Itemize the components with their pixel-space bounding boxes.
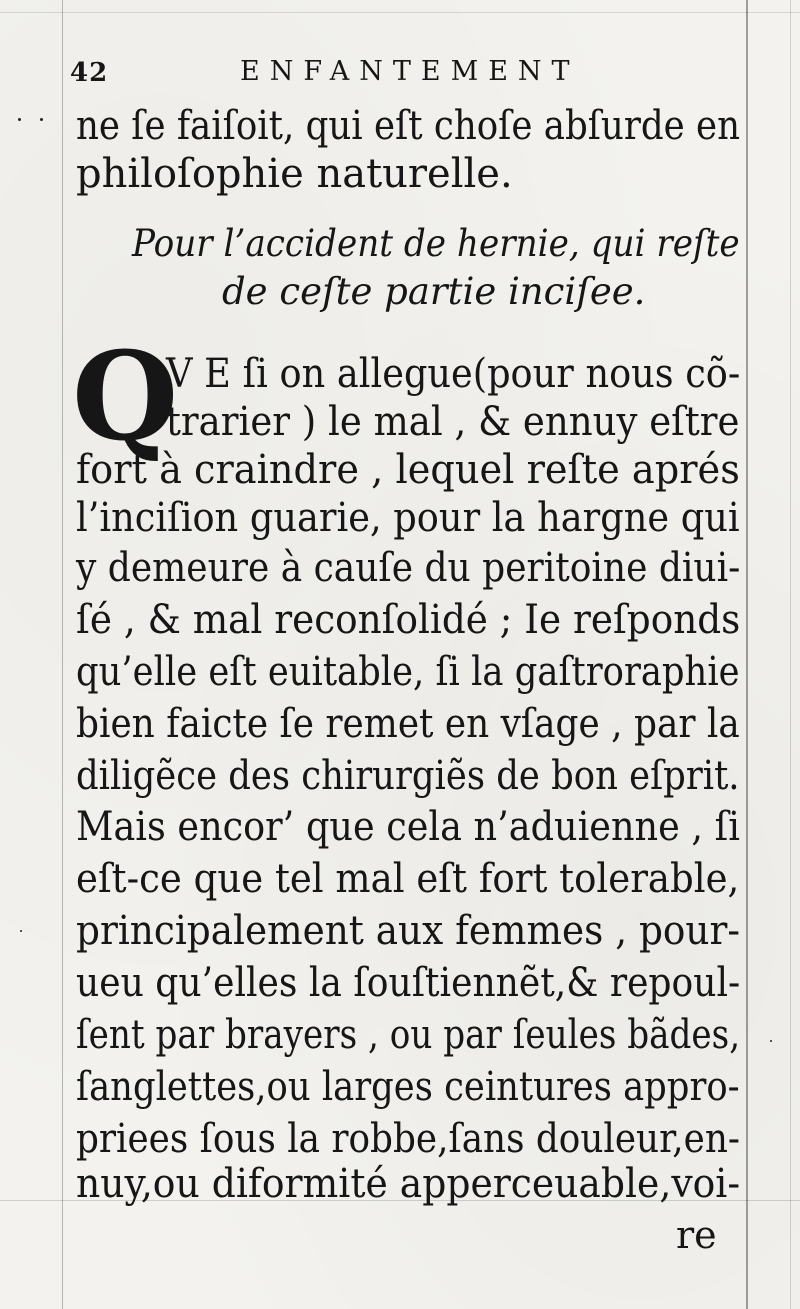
body-line: principalement aux femmes , pour- (76, 908, 741, 954)
body-line: priees ſous la robbe,ſans douleur,en- (76, 1116, 740, 1162)
body-line: y demeure à cauſe du peritoine diui- (76, 545, 741, 591)
section-heading-line: Pour l’accident de hernie, qui reſte (132, 222, 740, 265)
ink-speck (770, 1040, 772, 1042)
body-line: diligẽce des chirurgiẽs de bon eſprit. (76, 753, 740, 799)
body-line: l’inciſion guarie, pour la hargne qui (76, 495, 740, 541)
page-number: 42 (70, 58, 109, 88)
body-line: ueu qu’elles la ſouſtiennẽt,& repoul- (76, 960, 741, 1006)
margin-rule-right (746, 0, 748, 1309)
body-line: ſent par brayers , ou par ſeules bãdes, (76, 1012, 741, 1058)
body-line: bien faicte ſe remet en vſage , par la (76, 701, 740, 747)
body-line: V E ſi on allegue(pour nous cõ- (166, 351, 741, 397)
ink-speck (40, 118, 43, 121)
body-line: eſt-ce que tel mal eſt fort tolerable, (76, 856, 740, 902)
body-line: nuy,ou diformité apperceuable,voi- (76, 1161, 741, 1207)
body-line: ſanglettes,ou larges ceintures appro- (76, 1064, 740, 1110)
body-line: qu’elle eſt euitable, ſi la gaſtroraphie (76, 649, 740, 695)
body-line: ſé , & mal reconſolidé ; Ie reſponds (76, 597, 741, 643)
body-line: Mais encor’ que cela n’aduienne , ſi (76, 804, 740, 850)
ink-speck (18, 118, 21, 121)
drop-cap: Q (72, 324, 179, 468)
scan-edge-top (0, 12, 800, 13)
intro-line: philoſophie naturelle. (76, 151, 513, 197)
body-line: trarier ) le mal , & ennuy eſtre (166, 399, 740, 445)
catchword: re (676, 1213, 717, 1257)
running-head: ENFANTEMENT (240, 56, 580, 87)
ink-speck (20, 930, 22, 932)
scan-edge-right (790, 0, 791, 1309)
body-line: fort à craindre , lequel reſte aprés (76, 447, 740, 493)
margin-rule-left (62, 0, 63, 1309)
section-heading-line: de ceſte partie inciſee. (222, 270, 646, 313)
intro-line: ne ſe faiſoit, qui eſt choſe abſurde en (76, 103, 741, 149)
